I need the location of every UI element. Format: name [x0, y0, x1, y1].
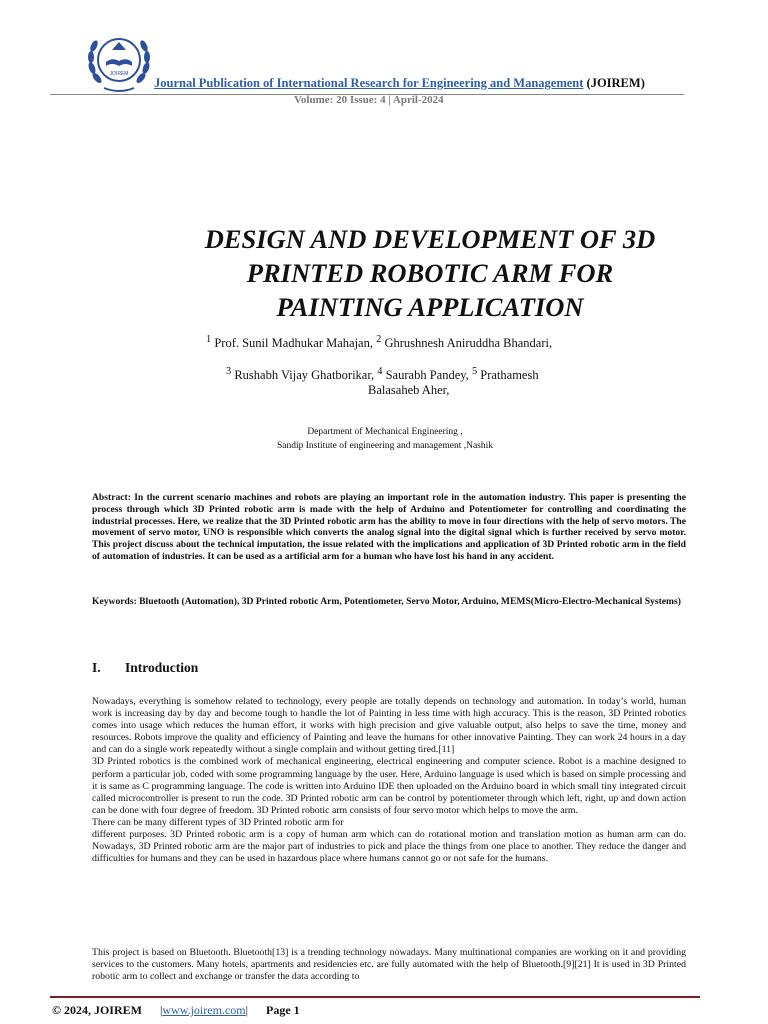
author-index: 3 [226, 366, 232, 377]
logo-text: JOIREM [109, 71, 129, 77]
intro-body [92, 696, 686, 865]
paragraph: This project is based on Bluetooth. Bluetooth[13] is a trending technology nowadays. Many multinational companies are working on it and providing services to the customers. Many hotels, apartments and residencies etc. are fully automated with the help of Bluetooth.[9][21] It is used in 3D Printed robotic arm to collect and exchange or transfer the data according to [92, 947, 686, 983]
author-name: Balasaheb Aher, [368, 383, 450, 398]
title-line: PAINTING APPLICATION [276, 292, 584, 322]
abstract: Abstract: In the current scenario machines and robots are playing an important role in the automation industry. This paper is presenting the process through which 3D Printed robotic arm is made with the help of Arduino and Potentiometer for controlling and coordinating the industrial processes. Here, we realize that the 3D Printed robotic arm has the ability to move in four directions with the help of servo motors. The movement of servo motor, UNO is responsible which converts the analog signal into the digital signal which is further received by servo motor. This project discuss about the technical imputation, the issue related with the implications and application of 3D Printed robotic arm in the field of automation of industries. It can be used as a artificial arm for a human who have lost his hand in any accident. [92, 492, 686, 562]
journal-logo [84, 28, 154, 98]
author-name: Prathamesh [480, 368, 539, 383]
page-footer [52, 1003, 300, 1018]
author-line-2 [226, 364, 556, 398]
paragraph: There can be many different types of 3D Printed robotic arm for [92, 816, 344, 828]
title-line: PRINTED ROBOTIC ARM FOR [246, 258, 614, 288]
keywords: Keywords: Bluetooth (Automation), 3D Printed robotic Arm, Potentiometer, Servo Motor, Arduino, MEMS(Micro-Electro-Mechanical Systems) [92, 596, 681, 607]
journal-title [154, 76, 674, 91]
footer-divider [50, 996, 700, 998]
bluetooth-paragraph [92, 947, 686, 983]
institute: Sandip Institute of engineering and management ,Nashik [276, 441, 494, 451]
section-number: I. [92, 660, 101, 675]
paragraph: 3D Printed robotics is the combined work of mechanical engineering, electrical engineering and computer science. Robot is a machine designed to perform a particular job, coded with some programming language by the user. Here, Arduino language is used which is based on simple processing and it is same as C programming language. The code is written into Arduino IDE then uploaded on the Arduino board in which small tiny integrated circuit called microcontroller is present to run the code. 3D Printed robotic arm can be control by potentiometer through which left, right, up and down action can be done with four degree of freedom. 3D Printed robotic arm consists of four servo motor which helps to move the arm. [92, 756, 686, 816]
section-title: Introduction [125, 660, 199, 675]
section-heading [92, 660, 198, 676]
paper-title [160, 222, 700, 324]
author-name: Saurabh Pandey, [385, 368, 469, 383]
journal-name-link[interactable]: Journal Publication of International Research for Engineering and Management [154, 76, 584, 90]
author-index: 1 [206, 334, 212, 345]
footer-separator: | [159, 1003, 163, 1017]
journal-abbr: (JOIREM) [586, 76, 645, 90]
paragraph: different purposes. 3D Printed robotic arm is a copy of human arm which can do rotational motion and translation motion as human arm can do. Nowadays, 3D Printed robotic arm are the major part of industries to pick and place the things from one place to another. They reduce the danger and difficulties for humans and they can be used in hazardous place where humans cannot go or not safe for the humans. [92, 829, 686, 865]
title-line: DESIGN AND DEVELOPMENT OF 3D [204, 224, 656, 254]
paragraph: Nowadays, everything is somehow related to technology, every people are totally depends on technology and automation. In today’s world, human work is increasing day by day and become tough to handle the lot of Painting in less time with high accuracy. This is the reason, 3D Printed robotics comes into usage which reduces the human effort, it works with high precision and give valuable output, also helps to save the time, money and resources. Robots improve the quality and efficiency of Painting and leave the humans for other innovative Painting. They can work 24 hours in a day and can do a single work repeatedly without a single complain and without getting tired.[11] [92, 696, 686, 756]
affiliation [200, 425, 570, 453]
footer-separator: | [245, 1003, 248, 1017]
author-index: 5 [471, 366, 478, 377]
website-link[interactable]: www.joirem.com [162, 1003, 246, 1017]
copyright: © 2024, JOIREM [52, 1003, 142, 1017]
department: Department of Mechanical Engineering , [307, 427, 463, 437]
author-line-1 [206, 334, 552, 351]
author-name: Ghrushnesh Aniruddha Bhandari, [384, 336, 553, 351]
author-index: 4 [377, 366, 383, 377]
author-index: 2 [376, 334, 382, 345]
author-name: Prof. Sunil Madhukar Mahajan, [214, 336, 373, 351]
author-name: Rushabh Vijay Ghatborikar, [234, 368, 375, 383]
volume-issue: Volume: 20 Issue: 4 | April-2024 [294, 94, 444, 106]
page-number: Page 1 [265, 1003, 300, 1017]
